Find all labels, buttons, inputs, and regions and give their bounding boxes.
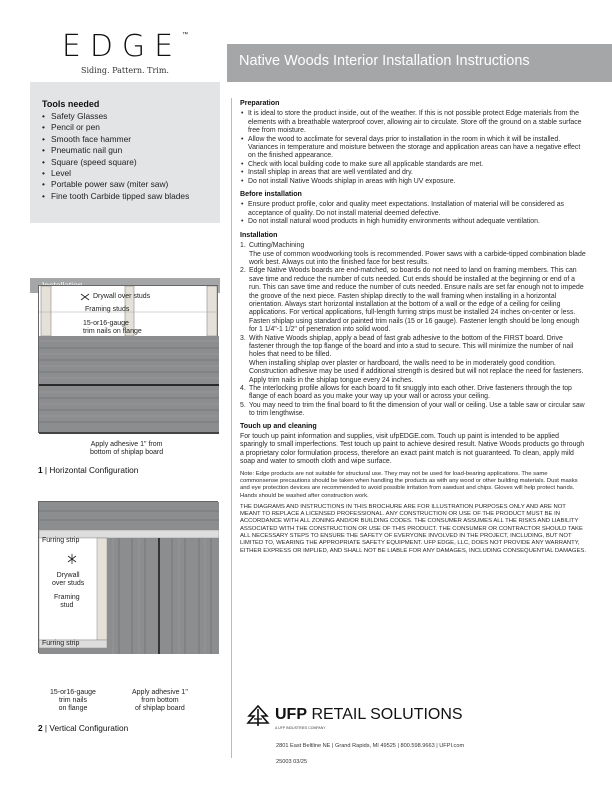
list-item: • Install shiplap in areas that are well ventilated and dry. (240, 169, 586, 177)
step-number: 3. (240, 334, 246, 342)
label-furring-strip-bottom: Furring strip (42, 640, 80, 647)
tools-list (42, 111, 220, 202)
logo-tagline: Siding. Pattern. Trim. (81, 66, 169, 75)
ufp-tree-icon (246, 705, 270, 727)
step-text: You may need to trim the final board to fit the dimension of your wall or ceiling. Use a table saw or circular saw to trim lengthwise. (249, 401, 585, 418)
label-apply-adhesive: Apply adhesive 1" from bottom of shiplap board (90, 441, 164, 456)
tools-title: Tools needed (42, 99, 100, 109)
page-title: Native Woods Interior Installation Instructions (239, 53, 530, 69)
list-item: • Check with local building code to make sure all applicable standards are met. (240, 161, 586, 169)
tool-item: • Square (speed square) (42, 157, 220, 168)
step-text: Edge Native Woods boards are end-matched, so boards do not need to land on framing members. This can save time and reduce the number of cuts needed. Cut ends should be installed at the beginning or end of a run. This can save time and reduce the number of cuts needed. Ensure nails are set far enough not to impede the groove of the next piece. Fasten shiplap directly to the wall framing when installing in a horizontal orientation. Always start horizontal installation at the bottom of a wall or the edge of a ceiling for ceiling applications. For vertical applications, full-length furring strips must be installed 24 inches on-center or less. Fasten shiplap using standard or painted trim nails (15 or 16 gauge). Fastener length should be long enough for 1 1/4"-1 1/2" of penetration into solid wood. (249, 267, 584, 334)
label-furring-strip-top: Furring strip (42, 537, 80, 544)
preparation-heading: Preparation (240, 99, 280, 107)
sidebar (30, 82, 220, 733)
figure-2-title: Vertical Configuration (49, 723, 129, 733)
main-content (240, 99, 586, 555)
label-apply-adhesive-2: Apply adhesive 1" from bottom of shiplap board (132, 689, 188, 712)
logo-wordmark: EDGE™ (61, 29, 189, 64)
note-text: Note: Edge products are not suitable for structural use. They may not be used for load-bearing applications. The same commonsense precautions should be taken when handling the products as with any wood or other building materials. Dust masks and eye protection devices are recommended to avoid possible irritation from sawdust and chips. Gloves will help protect hands. Hands should be washed after construction work. (240, 470, 578, 499)
tool-item: • Safety Glasses (42, 111, 220, 122)
footer-code: 25003 03/25 (276, 759, 308, 765)
ufp-brand: UFP RETAIL SOLUTIONS (275, 706, 463, 723)
list-item (240, 267, 586, 334)
list-item: • Ensure product profile, color and quality meet expectations. Installation of material will be considered as acceptance of quality. Do not install material deemed defective. (240, 201, 586, 218)
label-framing-stud: Framing stud (54, 594, 80, 609)
tool-item: • Pneumatic nail gun (42, 145, 220, 156)
list-item: • It is ideal to store the product inside, out of the weather. If this is not possible protect Edge materials from the elements with a breathable waterproof cover, allowing air to circulate. Store off the ground on a stable surface free from moisture. (240, 110, 586, 135)
tool-item: • Smooth face hammer (42, 134, 220, 145)
list-item (240, 385, 586, 402)
list-item (240, 335, 586, 385)
figure-2-caption: 2 | Vertical Configuration (38, 723, 129, 733)
tools-box (30, 82, 220, 223)
figure-1-caption: 1 | Horizontal Configuration (38, 465, 139, 475)
step-number: 5. (240, 401, 246, 409)
label-drywall-over-studs: Drywall over studs (93, 293, 151, 300)
figure-2-number: 2 (38, 723, 43, 733)
figure-1-title: Horizontal Configuration (49, 465, 139, 475)
touchup-text: For touch up paint information and supplies, visit ufpEDGE.com. Touch up paint is intended to be applied sparingly to small imperfections. Test touch up paint to achieve desired result. Native Woods products go through a proprietary color formulation process, therefore an exact paint match is not guaranteed. To clean, apply mild soap and water to smooth cloth and wipe surface. (240, 433, 585, 466)
ufp-logo (246, 705, 463, 732)
list-item: • Do not install Native Woods shiplap in areas with high UV exposure. (240, 178, 586, 186)
list-item: • Do not install natural wood products in high humidity environments without adequate ventilation. (240, 218, 586, 226)
installation-heading: Installation (240, 230, 278, 239)
tool-item: • Portable power saw (miter saw) (42, 179, 220, 190)
step-number: 1. (240, 242, 246, 250)
step-number: 4. (240, 385, 246, 392)
ufp-subtitle: A UFP INDUSTRIES COMPANY (275, 726, 326, 730)
step-text: Cutting/Machining The use of common woodworking tools is recommended. Power saws with a carbide-tipped combination blade work best. Always cut into the finished face for best results. (249, 242, 586, 266)
footer-address: 2801 East Beltline NE | Grand Rapids, MI 49525 | 800.598.9663 | UFPI.com (276, 743, 465, 749)
figure-1-number: 1 (38, 465, 43, 475)
installation-steps (240, 242, 586, 419)
tool-item: • Pencil or pen (42, 122, 220, 133)
step-text: The interlocking profile allows for each board to fit snuggly into each other. Drive fasteners through the top flange of each board as you make your way up your wall or across your ceiling. (249, 385, 572, 401)
tool-item: • Level (42, 168, 220, 179)
list-item (240, 242, 586, 267)
preparation-list (240, 110, 586, 186)
column-divider (231, 98, 232, 758)
before-installation-list (240, 201, 586, 226)
list-item (240, 402, 586, 419)
label-trim-nails-2: 15-or16-gauge trim nails on flange (50, 689, 96, 712)
label-framing-studs: Framing studs (85, 306, 130, 313)
tool-item: • Fine tooth Carbide tipped saw blades (42, 191, 220, 202)
header-band (227, 44, 612, 82)
step-text: With Native Woods shiplap, apply a bead of fast grab adhesive to the bottom of the FIRST board. Drive fastener through the top flange of the board and into a stud to secure. This will minimize the number of nail holes that need to be filled. When installing shiplap over plaster or hardboard, the walls need to be in moderately good condition. Construction adhesive may be used if additional strength is desired but will not replace the need for fasteners. Apply trim nails in the shiplap tongue every 24 inches. (249, 334, 584, 384)
label-trim-nails: 15-or16-gauge trim nails on flange (83, 320, 142, 335)
edge-logo (40, 29, 210, 75)
label-drywall-over-studs-2: Drywall over studs (52, 572, 85, 587)
touchup-heading: Touch up and cleaning (240, 421, 317, 430)
step-number: 2. (240, 267, 246, 275)
disclaimer-text: THE DIAGRAMS AND INSTRUCTIONS IN THIS BROCHURE ARE FOR ILLUSTRATION PURPOSES ONLY AND ARE NOT MEANT TO REPLACE A LICENSED PROFESSIONAL. ANY CONSTRUCTION OR USE OF THE PRODUCT MUST BE IN ACCORDANCE WITH ALL ZONING AND/OR BUILDING CODES. THE CONSUMER ASSUMES ALL THE RISKS AND LIABILITY ASSOCIATED WITH THE CONSTRUCTION OR USE OF THIS PRODUCT. THE CONSUMER OR CONTRACTOR SHOULD TAKE ALL NECESSARY STEPS TO ENSURE THE SAFETY OF EVERYONE INVOLVED IN THE PROJECT, INCLUDING, BUT NOT LIMITED TO, WEARING THE APPROPRIATE SAFETY EQUIPMENT. UFP EDGE, LLC, DOES NOT PROVIDE ANY WARRANTY, EITHER EXPRESS OR IMPLIED, AND SHALL NOT BE LIABLE FOR ANY DAMAGES, INCLUDING CONSEQUENTIAL DAMAGES. (240, 503, 586, 554)
before-installation-heading: Before installation (240, 190, 302, 199)
list-item: • Allow the wood to acclimate for several days prior to installation in the room in which it will be installed. Variances in temperature and moisture between the storage and application areas can have a negative effect on the finished appearance. (240, 136, 586, 161)
